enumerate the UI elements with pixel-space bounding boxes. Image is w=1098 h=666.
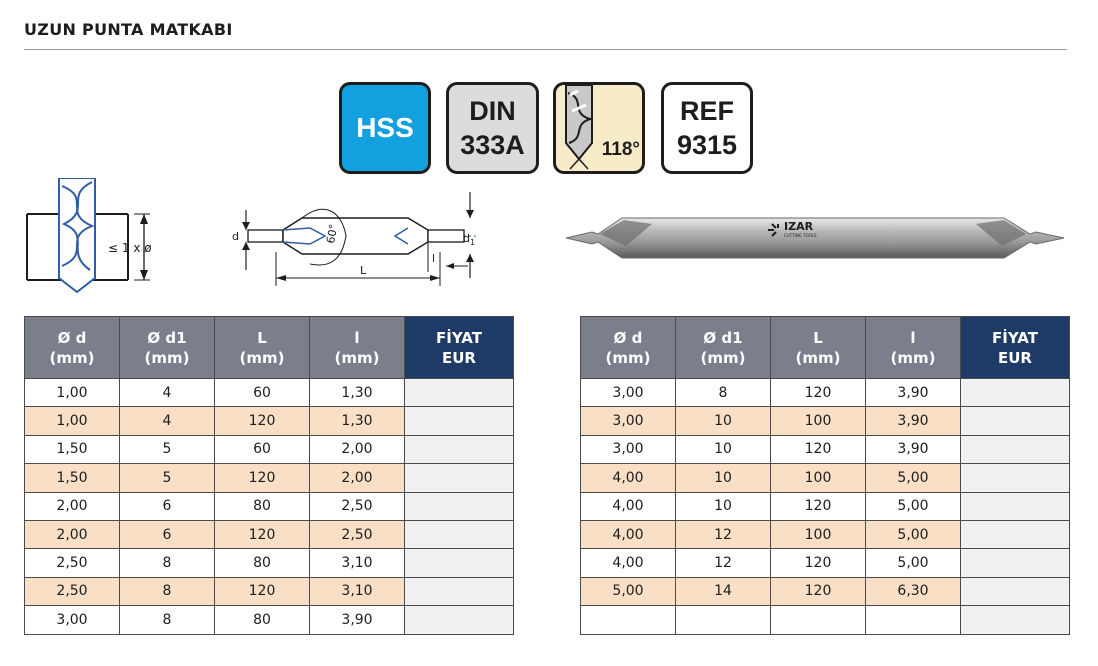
table-cell: 3,90 [310, 606, 405, 634]
table-cell: 100 [771, 464, 866, 492]
column-header-line1: Ø d1 [147, 328, 187, 347]
table-cell: 4,00 [581, 464, 676, 492]
column-header-line2: (mm) [890, 348, 936, 367]
table-cell: 120 [215, 577, 310, 605]
price-cell[interactable] [961, 492, 1070, 520]
table-cell: 1,30 [310, 379, 405, 407]
price-cell[interactable] [961, 464, 1070, 492]
price-cell[interactable] [405, 492, 514, 520]
column-header-line2: EUR [998, 348, 1032, 367]
table-row [581, 407, 1070, 435]
angle-60-label: 60° [324, 223, 341, 245]
column-header [866, 317, 961, 379]
table-row [25, 549, 514, 577]
price-cell[interactable] [405, 379, 514, 407]
table-cell: 2,50 [310, 520, 405, 548]
table-cell: 60 [215, 435, 310, 463]
brand-subtitle: CUTTING TOOLS [784, 233, 817, 238]
table-body [25, 379, 514, 635]
table-cell: 1,00 [25, 407, 120, 435]
table-row [581, 606, 1070, 634]
price-cell[interactable] [405, 407, 514, 435]
standard-line1: DIN [469, 96, 516, 126]
title-divider [24, 49, 1067, 50]
standard-line2: 333A [460, 130, 525, 160]
d1-label [463, 232, 475, 247]
price-cell[interactable] [961, 520, 1070, 548]
column-header-line2: (mm) [239, 348, 285, 367]
table-cell: 5,00 [866, 520, 961, 548]
table-cell: 4 [120, 379, 215, 407]
table-cell: 4 [120, 407, 215, 435]
table-cell: 10 [676, 435, 771, 463]
table-cell: 120 [771, 379, 866, 407]
table-cell [866, 606, 961, 634]
table-cell: 120 [215, 520, 310, 548]
table-cell: 6 [120, 492, 215, 520]
d1-subscript: 1 [469, 238, 476, 247]
column-header-line1: FİYAT [992, 328, 1038, 347]
table-cell: 3,00 [581, 407, 676, 435]
table-row [581, 549, 1070, 577]
table-header-row [25, 317, 514, 379]
table-cell: 4,00 [581, 492, 676, 520]
table-cell: 3,90 [866, 407, 961, 435]
table-cell [771, 606, 866, 634]
table-cell: 2,50 [25, 577, 120, 605]
material-label: HSS [356, 112, 414, 143]
price-cell[interactable] [961, 435, 1070, 463]
column-header-line1: l [910, 328, 916, 347]
table-cell: 3,10 [310, 577, 405, 605]
table-cell: 120 [215, 464, 310, 492]
table-cell: 3,90 [866, 379, 961, 407]
table-cell: 10 [676, 492, 771, 520]
column-header [25, 317, 120, 379]
table-cell: 8 [676, 379, 771, 407]
table-cell: 2,00 [310, 435, 405, 463]
column-header [215, 317, 310, 379]
column-header-line1: FİYAT [436, 328, 482, 347]
table-cell: 8 [120, 549, 215, 577]
table-cell: 10 [676, 407, 771, 435]
table-row [581, 464, 1070, 492]
table-body [581, 379, 1070, 635]
drilling-depth-diagram [22, 178, 162, 296]
table-cell: 6 [120, 520, 215, 548]
table-cell: 1,50 [25, 435, 120, 463]
table-row [581, 379, 1070, 407]
column-header-line2: (mm) [795, 348, 841, 367]
column-header [581, 317, 676, 379]
table-cell: 2,00 [310, 464, 405, 492]
table-row [25, 407, 514, 435]
size-table-right [580, 316, 1070, 635]
material-badge [339, 82, 431, 174]
table-row [25, 606, 514, 634]
table-row [25, 435, 514, 463]
reference-badge [661, 82, 753, 174]
table-cell: 12 [676, 549, 771, 577]
table-cell: 8 [120, 606, 215, 634]
table-cell: 3,00 [25, 606, 120, 634]
column-header-line2: (mm) [334, 348, 380, 367]
table-cell: 80 [215, 606, 310, 634]
column-header [310, 317, 405, 379]
table-cell: 3,10 [310, 549, 405, 577]
column-header [120, 317, 215, 379]
table-cell: 120 [771, 492, 866, 520]
table-cell: 4,00 [581, 520, 676, 548]
depth-label: ≤ 1 x ø [108, 241, 152, 255]
table-cell [581, 606, 676, 634]
table-cell: 4,00 [581, 549, 676, 577]
table-header-row [581, 317, 1070, 379]
table-cell: 80 [215, 492, 310, 520]
size-table-left [24, 316, 514, 635]
table-cell: 80 [215, 549, 310, 577]
table-cell: 10 [676, 464, 771, 492]
table-row [25, 464, 514, 492]
center-drill-product-image [564, 206, 1068, 272]
column-header-line2: EUR [442, 348, 476, 367]
column-header-line2: (mm) [144, 348, 190, 367]
table-row [581, 520, 1070, 548]
price-cell[interactable] [405, 435, 514, 463]
price-header [961, 317, 1070, 379]
price-cell[interactable] [405, 464, 514, 492]
d-label: d [232, 230, 239, 243]
table-cell: 5 [120, 464, 215, 492]
column-header-line2: (mm) [700, 348, 746, 367]
table-row [25, 379, 514, 407]
price-header [405, 317, 514, 379]
table-row [581, 577, 1070, 605]
column-header-line2: (mm) [605, 348, 651, 367]
point-angle-label: 118° [601, 139, 640, 160]
table-cell: 2,00 [25, 520, 120, 548]
table-row [25, 492, 514, 520]
price-cell[interactable] [961, 606, 1070, 634]
column-header-line2: (mm) [49, 348, 95, 367]
column-header [771, 317, 866, 379]
table-cell: 3,00 [581, 379, 676, 407]
table-cell: 1,30 [310, 407, 405, 435]
table-cell: 5 [120, 435, 215, 463]
point-angle-badge [553, 82, 645, 174]
price-cell[interactable] [405, 520, 514, 548]
table-cell: 5,00 [866, 492, 961, 520]
column-header-line1: Ø d1 [703, 328, 743, 347]
table-cell: 1,50 [25, 464, 120, 492]
table-cell: 120 [771, 549, 866, 577]
L-dimension-label: L [360, 264, 367, 277]
price-cell[interactable] [961, 577, 1070, 605]
table-cell: 120 [771, 577, 866, 605]
table-cell: 60 [215, 379, 310, 407]
table-cell: 14 [676, 577, 771, 605]
table-cell: 8 [120, 577, 215, 605]
standard-badge [446, 82, 539, 174]
table-row [25, 577, 514, 605]
ref-line1: REF [680, 96, 734, 126]
page-title: UZUN PUNTA MATKABI [24, 20, 233, 39]
column-header [676, 317, 771, 379]
l-dimension-label: l [432, 252, 436, 265]
table-row [581, 435, 1070, 463]
table-cell: 2,50 [310, 492, 405, 520]
table-cell: 12 [676, 520, 771, 548]
table-cell: 3,90 [866, 435, 961, 463]
center-drill-technical-drawing [230, 188, 480, 288]
table-cell: 100 [771, 407, 866, 435]
column-header-line1: L [813, 328, 823, 347]
table-cell: 5,00 [866, 549, 961, 577]
table-cell: 100 [771, 520, 866, 548]
table-cell: 120 [215, 407, 310, 435]
price-cell[interactable] [405, 549, 514, 577]
column-header-line1: Ø d [613, 328, 643, 347]
price-cell[interactable] [961, 379, 1070, 407]
table-row [581, 492, 1070, 520]
table-cell: 2,00 [25, 492, 120, 520]
column-header-line1: L [257, 328, 267, 347]
price-cell[interactable] [961, 549, 1070, 577]
table-cell: 1,00 [25, 379, 120, 407]
column-header-line1: l [354, 328, 360, 347]
brand-name: IZAR [784, 220, 814, 233]
table-cell [676, 606, 771, 634]
table-cell: 3,00 [581, 435, 676, 463]
price-cell[interactable] [405, 606, 514, 634]
column-header-line1: Ø d [57, 328, 87, 347]
table-cell: 2,50 [25, 549, 120, 577]
table-cell: 120 [771, 435, 866, 463]
table-cell: 5,00 [866, 464, 961, 492]
d1-main: d [463, 232, 470, 245]
table-cell: 6,30 [866, 577, 961, 605]
table-cell: 5,00 [581, 577, 676, 605]
table-row [25, 520, 514, 548]
price-cell[interactable] [405, 577, 514, 605]
price-cell[interactable] [961, 407, 1070, 435]
ref-line2: 9315 [676, 130, 738, 160]
